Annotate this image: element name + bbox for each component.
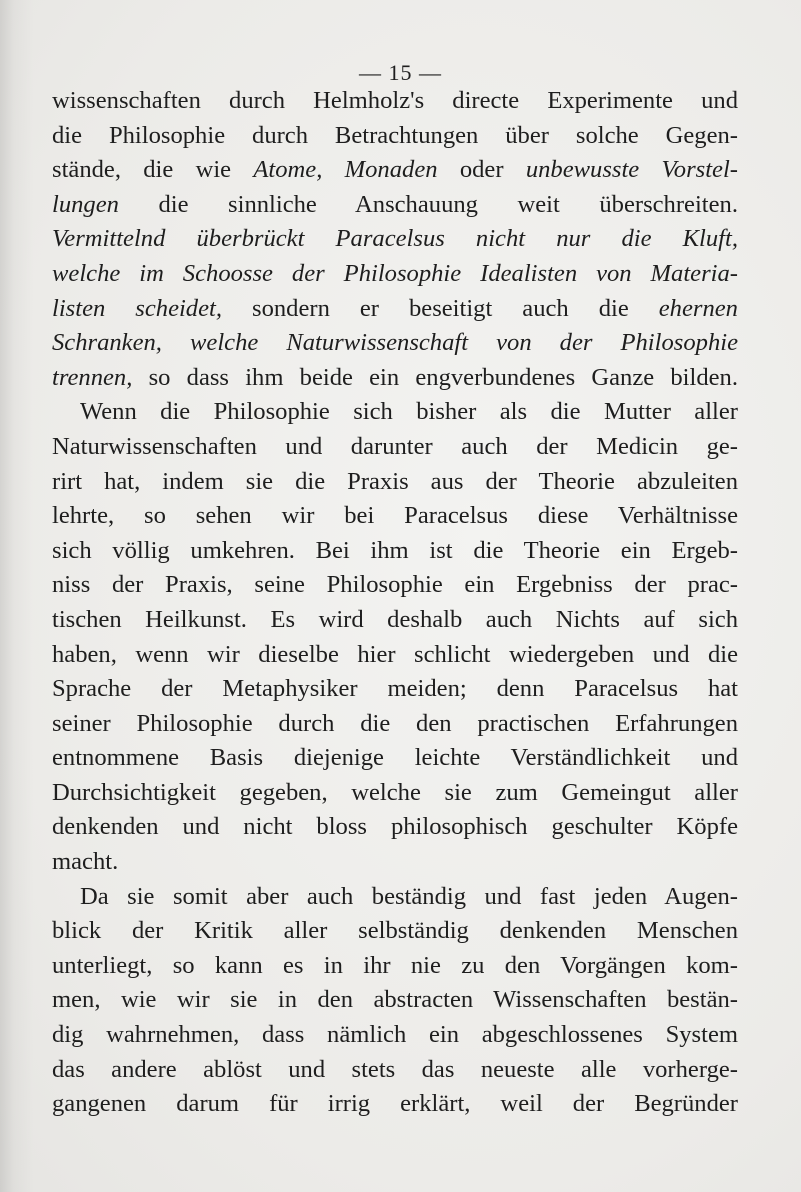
text-line: entnommene Basis diejenige leichte Verständlichkeit und <box>52 744 738 772</box>
text-line: unterliegt, so kann es in ihr nie zu den Vorgängen kom- <box>52 951 738 979</box>
paragraph-start-line: Wenn die Philosophie sich bisher als die Mutter aller <box>80 398 738 426</box>
text-line: dig wahrnehmen, dass nämlich ein abgeschlossenes System <box>52 1021 738 1049</box>
text-line: men, wie wir sie in den abstracten Wissenschaften bestän- <box>52 986 738 1014</box>
text-line: tischen Heilkunst. Es wird deshalb auch Nichts auf sich <box>52 605 738 633</box>
text-line: lehrte, so sehen wir bei Paracelsus diese Verhältnisse <box>52 502 738 530</box>
text-line: rirt hat, indem sie die Praxis aus der Theorie abzuleiten <box>52 467 738 495</box>
text-line: das andere ablöst und stets das neueste alle vorherge- <box>52 1055 738 1083</box>
text-line: denkenden und nicht bloss philosophisch geschulter Köpfe <box>52 813 738 841</box>
paragraph-end-line: macht. <box>52 848 119 876</box>
text-line: seiner Philosophie durch die den practischen Erfahrungen <box>52 709 738 737</box>
text-line: Schranken, welche Naturwissenschaft von der Philosophie <box>52 329 738 357</box>
text-line: blick der Kritik aller selbständig denkenden Menschen <box>52 917 738 945</box>
text-line: listen scheidet, sondern er beseitigt auch die ehernen <box>52 294 738 322</box>
text-line: stände, die wie Atome, Monaden oder unbewusste Vorstel- <box>52 156 738 184</box>
text-line: niss der Praxis, seine Philosophie ein Ergebniss der prac- <box>52 571 738 599</box>
body-text <box>52 84 738 1122</box>
text-line: Vermittelnd überbrückt Paracelsus nicht nur die Kluft, <box>52 225 738 253</box>
page-number: — 15 — <box>359 60 442 85</box>
text-line: Durchsichtigkeit gegeben, welche sie zum Gemeingut aller <box>52 778 738 806</box>
paragraph-start-line: Da sie somit aber auch beständig und fast jeden Augen- <box>80 882 738 910</box>
text-line: welche im Schoosse der Philosophie Idealisten von Materia- <box>52 259 738 287</box>
text-line: Sprache der Metaphysiker meiden; denn Paracelsus hat <box>52 675 738 703</box>
text-line: trennen, so dass ihm beide ein engverbundenes Ganze bilden. <box>52 363 738 391</box>
text-line: Naturwissenschaften und darunter auch der Medicin ge- <box>52 432 738 460</box>
text-line: wissenschaften durch Helmholz's directe Experimente und <box>52 87 738 114</box>
text-line: die Philosophie durch Betrachtungen über solche Gegen- <box>52 121 738 149</box>
text-line: gangenen darum für irrig erklärt, weil der Begründer <box>52 1090 738 1118</box>
text-line: haben, wenn wir dieselbe hier schlicht wiedergeben und die <box>52 640 738 668</box>
text-line: lungen die sinnliche Anschauung weit überschreiten. <box>52 190 738 218</box>
text-line: sich völlig umkehren. Bei ihm ist die Theorie ein Ergeb- <box>52 536 738 564</box>
